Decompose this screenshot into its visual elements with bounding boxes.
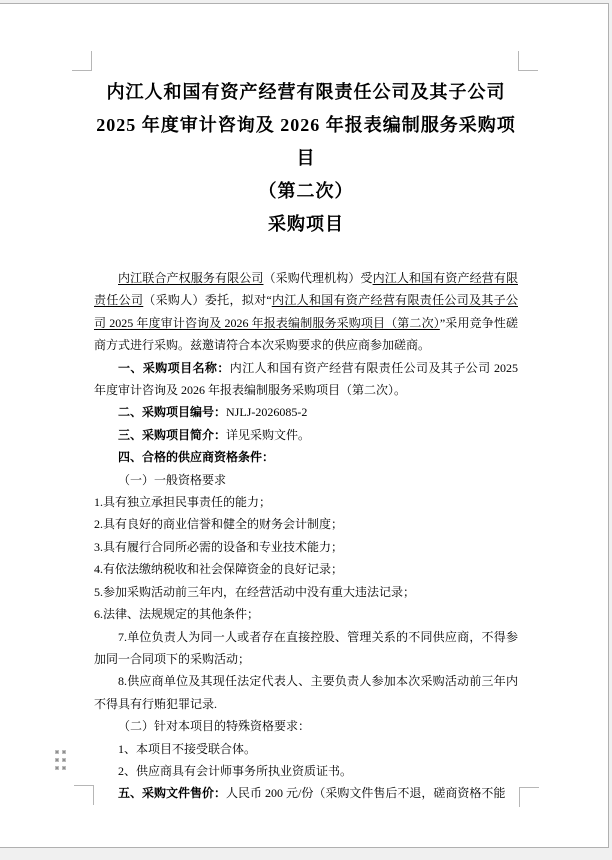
text-run: 3.具有履行合同所必需的设备和专业技术能力； xyxy=(94,539,344,554)
section-supplier-qualifications xyxy=(94,446,518,468)
handle-dot xyxy=(55,766,59,770)
text-column xyxy=(94,76,518,805)
document-title xyxy=(94,76,518,241)
intro-paragraph xyxy=(94,267,518,357)
requirement-item-1 xyxy=(94,491,518,513)
requirement-item-3 xyxy=(94,536,518,558)
subsection-general-requirements xyxy=(94,469,518,491)
text-run: （采购人）委托，拟对“ xyxy=(143,293,272,308)
requirement-item-6 xyxy=(94,603,518,625)
title-line: 内江人和国有资产经营有限责任公司及其子公司 xyxy=(106,82,506,102)
bold-text-run: 二、采购项目编号： xyxy=(118,405,227,420)
handle-dot xyxy=(62,766,66,770)
text-run: （采购代理机构）受 xyxy=(263,271,373,285)
special-item-1 xyxy=(94,738,518,760)
section-project-name xyxy=(94,357,518,402)
handle-dot xyxy=(55,758,59,762)
crop-mark-bottom-left-icon xyxy=(74,785,94,805)
section-document-price xyxy=(94,782,518,804)
crop-mark-bottom-right-icon xyxy=(519,787,539,807)
underlined-text-run: 内江人和国有资产经营有限责任公司 xyxy=(94,271,518,308)
handle-dot xyxy=(62,750,66,754)
document-body xyxy=(94,267,518,805)
crop-mark-top-left-icon xyxy=(72,51,92,71)
section-project-number xyxy=(94,401,518,423)
requirement-item-7 xyxy=(94,626,518,671)
bold-text-run: 一、采购项目名称： xyxy=(118,360,230,375)
requirement-item-4 xyxy=(94,558,518,580)
title-line: 2025 年度审计咨询及 2026 年报表编制服务采购项目 xyxy=(96,115,516,168)
underlined-text-run: 内江联合产权服务有限公司 xyxy=(118,271,264,285)
text-run: 内江人和国有资产经营有限责任公司及其子公司 2025 年度审计咨询及 2026 年报表编制服务采购项目（第二次）。 xyxy=(94,360,518,398)
title-line: （第二次） xyxy=(258,181,354,201)
text-run: （一）一般资格要求 xyxy=(118,472,227,487)
text-run: 人民币 200 元/份（采购文件售后不退，磋商资格不能 xyxy=(226,786,506,801)
text-run: NJLJ-2026085-2 xyxy=(226,405,308,420)
text-run: 1.具有独立承担民事责任的能力； xyxy=(94,495,272,510)
text-run: 7.单位负责人为同一人或者存在直接控股、管理关系的不同供应商，不得参加同一合同项下的采购活动； xyxy=(94,629,518,666)
text-run: 8.供应商单位及其现任法定代表人、主要负责人参加本次采购活动前三年内不得具有行贿犯罪记录. xyxy=(94,674,518,711)
text-run: （二）针对本项目的特殊资格要求： xyxy=(118,719,311,734)
handle-dot xyxy=(62,758,66,762)
requirement-item-8 xyxy=(94,670,518,715)
subsection-special-requirements xyxy=(94,715,518,737)
text-run: ”采用竞争性磋商方式进行采购。兹邀请符合本次采购要求的供应商参加磋商。 xyxy=(94,315,518,353)
dotted-grid-handle-icon[interactable] xyxy=(55,750,66,770)
text-run: 2.具有良好的商业信誉和健全的财务会计制度； xyxy=(94,517,344,532)
text-run: 5.参加采购活动前三年内，在经营活动中没有重大违法记录； xyxy=(94,584,416,599)
requirement-item-5 xyxy=(94,581,518,603)
text-run: 1、本项目不接受联合体。 xyxy=(118,741,257,756)
title-line: 采购项目 xyxy=(268,214,344,234)
crop-mark-top-right-icon xyxy=(518,51,538,71)
bold-text-run: 三、采购项目简介： xyxy=(118,427,227,442)
text-run: 详见采购文件。 xyxy=(226,427,311,442)
bold-text-run: 四、合格的供应商资格条件： xyxy=(118,450,275,465)
special-item-2 xyxy=(94,760,518,782)
requirement-item-2 xyxy=(94,513,518,535)
section-project-brief xyxy=(94,424,518,446)
handle-dot xyxy=(55,750,59,754)
text-run: 4.有依法缴纳税收和社会保障资金的良好记录； xyxy=(94,562,344,577)
document-page xyxy=(0,3,609,848)
text-run: 2、供应商具有会计师事务所执业资质证书。 xyxy=(118,763,353,778)
underlined-text-run: 内江人和国有资产经营有限责任公司及其子公司 2025 年度审计咨询及 2026 年报表编制服务采购项目（第二次） xyxy=(94,293,518,330)
bold-text-run: 五、采购文件售价： xyxy=(118,786,227,801)
text-run: 6.法律、法规规定的其他条件； xyxy=(94,607,260,622)
